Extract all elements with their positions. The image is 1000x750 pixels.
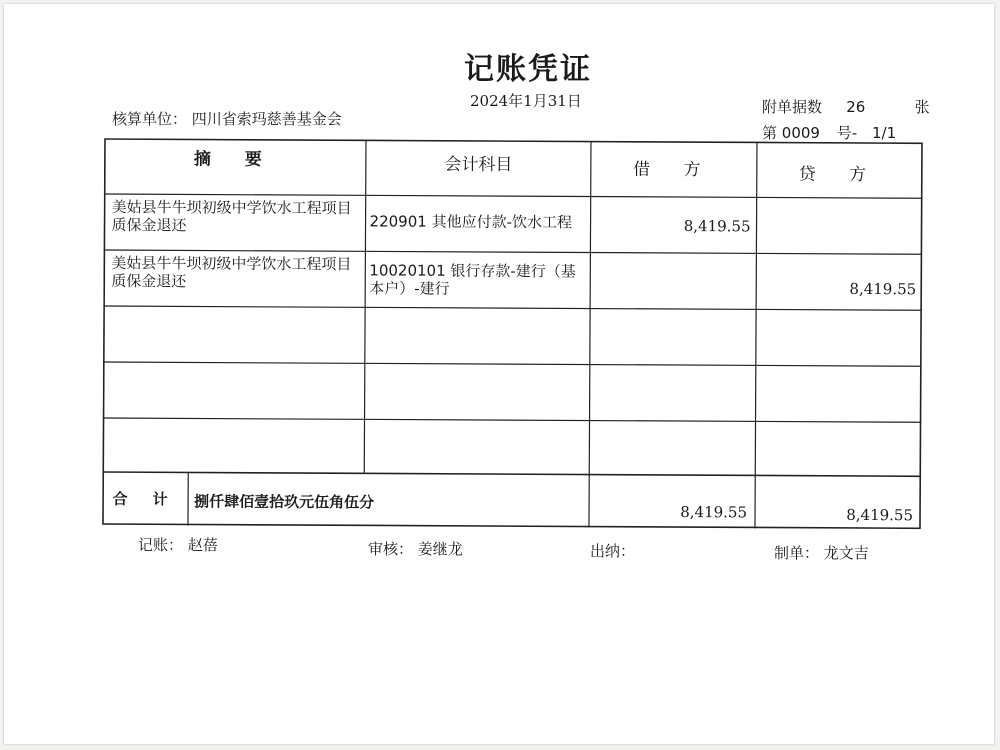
cashier-label: 出纳： [590, 542, 636, 560]
total-label: 合 计 [112, 490, 178, 509]
voucher-page: 1/1 [871, 124, 897, 142]
voucher-number-prefix: 第 [762, 124, 778, 142]
total-credit: 8,419.55 [846, 505, 914, 525]
voucher-number-suffix: 号- [836, 124, 858, 142]
attachment-number: 26 [846, 98, 866, 116]
row-2-credit: 8,419.55 [849, 279, 917, 299]
voucher-title: 记账凭证 [464, 52, 592, 87]
total-amount-words: 捌仟肆佰壹拾玖元伍角伍分 [194, 492, 375, 512]
accounting-unit [112, 108, 342, 129]
preparer-name: 龙文吉 [823, 544, 869, 562]
header-account: 会计科目 [444, 154, 513, 176]
reviewer-label: 审核： [368, 540, 414, 558]
voucher-sheet [4, 4, 994, 744]
row-1-summary: 美姑县牛牛坝初级中学饮水工程项目质保金退还 [111, 198, 352, 235]
attachment-label: 附单据数 [762, 98, 823, 116]
bookkeeper-label: 记账： [138, 536, 184, 554]
voucher-table [102, 138, 924, 530]
voucher-grid [102, 138, 924, 530]
voucher-number [762, 122, 896, 143]
bookkeeper-name: 赵蓓 [187, 536, 218, 554]
row-2-account: 10020101 银行存款-建行（基本户）-建行 [369, 261, 576, 298]
bookkeeper [138, 534, 218, 555]
preparer [774, 542, 869, 563]
voucher-number-value: 0009 [781, 124, 820, 142]
total-debit: 8,419.55 [680, 503, 748, 522]
row-1-debit: 8,419.55 [683, 217, 751, 236]
reviewer [368, 538, 463, 559]
cashier [590, 540, 635, 561]
row-1-account: 220901 其他应付款-饮水工程 [369, 212, 573, 232]
header-credit: 贷 方 [798, 164, 881, 186]
header-debit: 借 方 [633, 159, 715, 181]
accounting-unit-label: 核算单位： [112, 110, 188, 128]
attachment-suffix: 张 [914, 98, 930, 116]
accounting-unit-name: 四川省索玛慈善基金会 [191, 110, 342, 128]
row-2-summary: 美姑县牛牛坝初级中学饮水工程项目质保金退还 [111, 254, 352, 291]
reviewer-name: 姜继龙 [417, 540, 463, 558]
preparer-label: 制单： [774, 544, 820, 562]
attachment-count [762, 96, 930, 117]
header-summary: 摘 要 [193, 149, 276, 170]
voucher-date: 2024年1月31日 [470, 92, 582, 110]
